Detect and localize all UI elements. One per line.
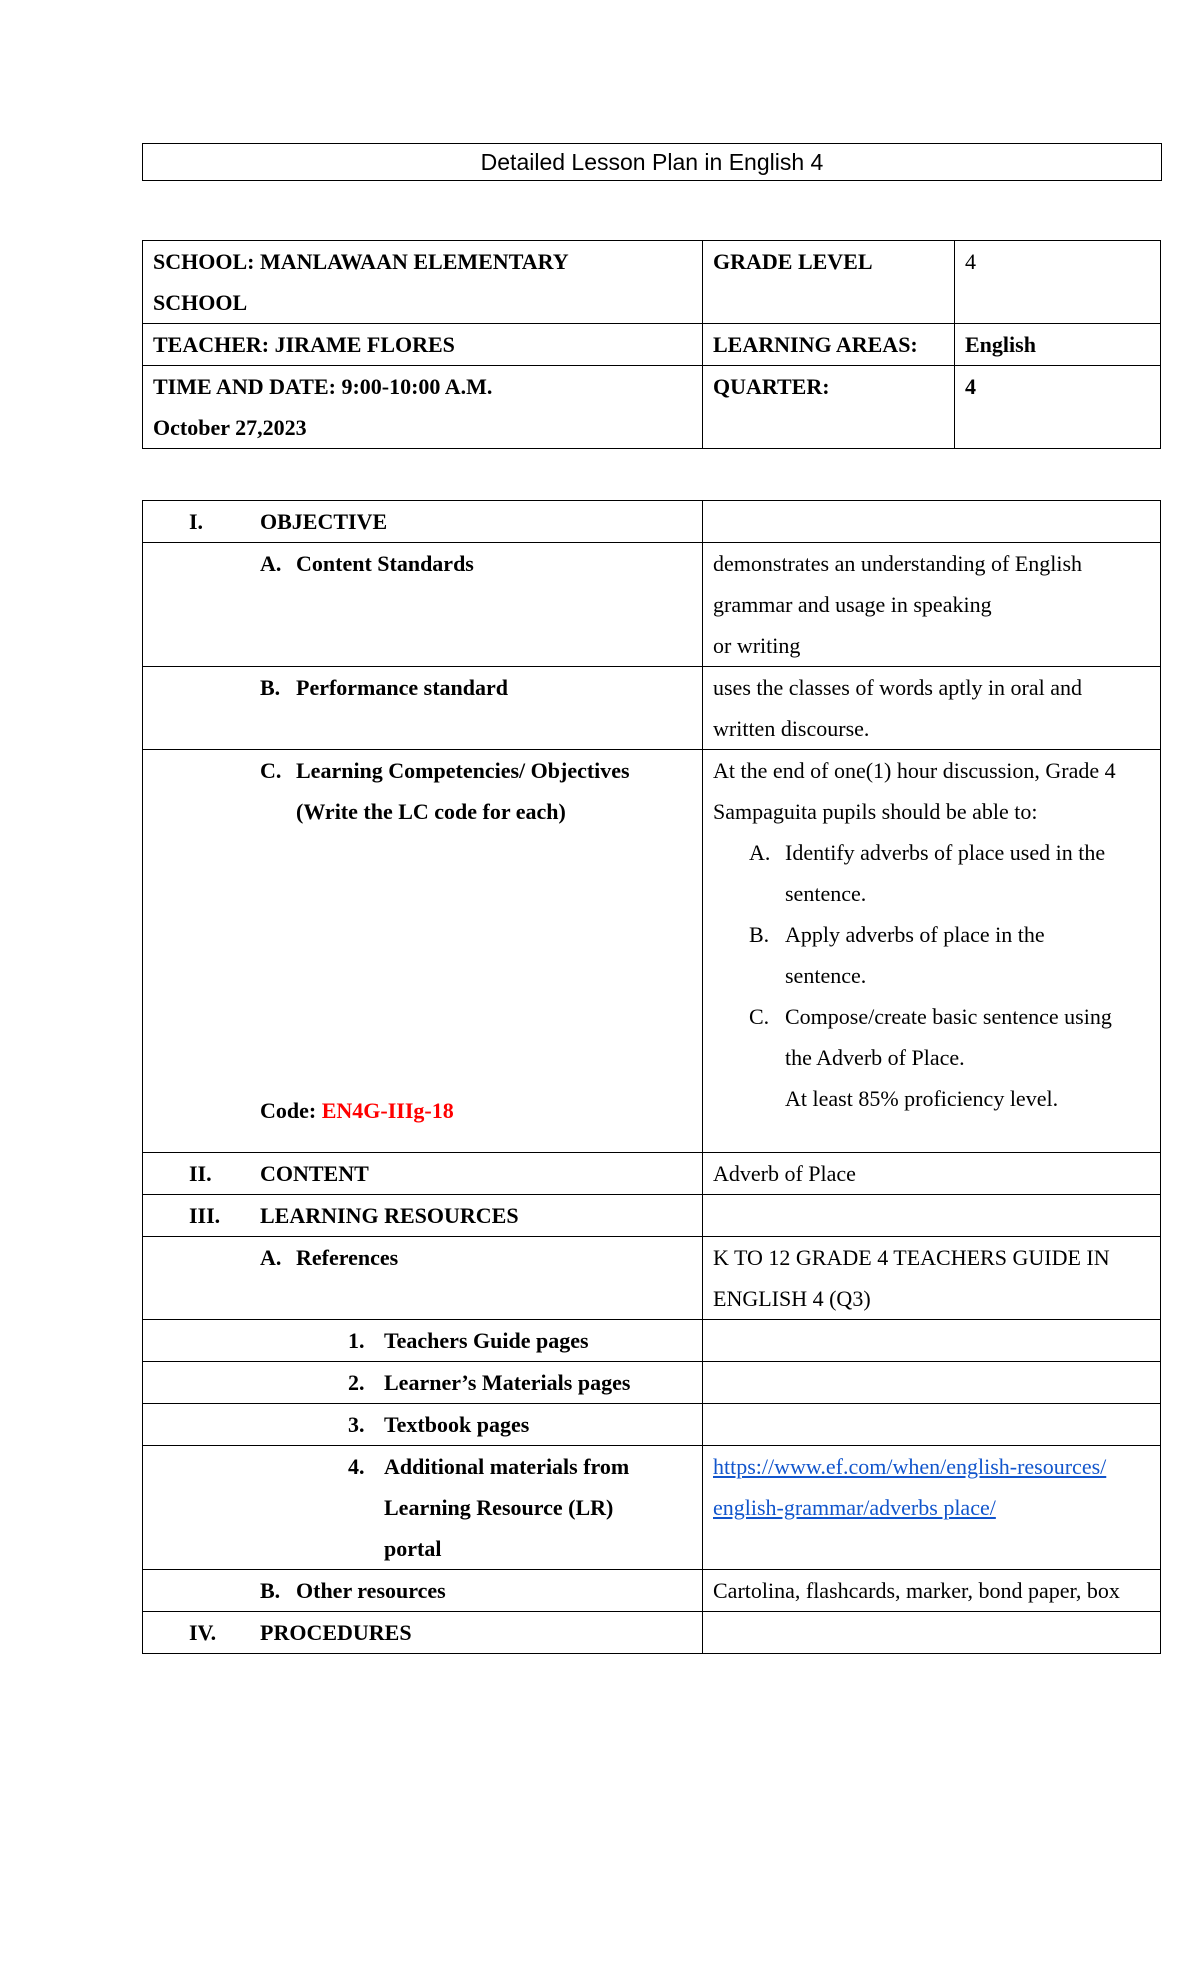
lc-objectives-list [713, 832, 1150, 1119]
refs-letter: A. [260, 1245, 282, 1270]
list-item-text: Identify adverbs of place used in the [785, 840, 1106, 865]
lc-label-note: (Write the LC code for each) [296, 799, 566, 824]
sub1-value-cell [703, 1320, 1161, 1362]
sub3-cell [143, 1404, 703, 1446]
list-item-text: Compose/create basic sentence using [785, 1004, 1112, 1029]
row-other-resources [143, 1570, 1161, 1612]
perf-std-label: Performance standard [296, 675, 509, 700]
content-num: II. [189, 1161, 212, 1186]
sub3-value-cell [703, 1404, 1161, 1446]
other-value-cell [703, 1570, 1161, 1612]
sub2-value-cell [703, 1362, 1161, 1404]
sub4-label-cont: Learning Resource (LR) [384, 1495, 614, 1520]
content-label: CONTENT [260, 1161, 369, 1186]
school-label: SCHOOL: MANLAWAAN ELEMENTARY [153, 249, 569, 274]
document-title [142, 143, 1162, 181]
lc-label: Learning Competencies/ Objectives [296, 758, 630, 783]
lc-cell [143, 750, 703, 1153]
resources-value-cell [703, 1195, 1161, 1237]
areas-value: English [965, 332, 1036, 357]
row-textbook [143, 1404, 1161, 1446]
list-item-text-cont: sentence. [785, 881, 867, 906]
row-performance-standard [143, 667, 1161, 750]
resources-cell [143, 1195, 703, 1237]
resources-label: LEARNING RESOURCES [260, 1203, 519, 1228]
sub2-cell [143, 1362, 703, 1404]
content-std-value-cell [703, 543, 1161, 667]
procedures-value-cell [703, 1612, 1161, 1654]
list-item-letter: C. [749, 1004, 770, 1029]
content-std-line: or writing [713, 633, 801, 658]
sub4-label: Additional materials from [384, 1454, 630, 1479]
row-learning-competencies [143, 750, 1161, 1153]
sub1-cell [143, 1320, 703, 1362]
other-value: Cartolina, flashcards, marker, bond paper, box [713, 1578, 1120, 1603]
other-cell [143, 1570, 703, 1612]
sub4-label-cont: portal [384, 1536, 442, 1561]
content-value: Adverb of Place [713, 1161, 856, 1186]
objective-cell [143, 501, 703, 543]
info-row-teacher [143, 324, 1161, 366]
lc-intro-line: At the end of one(1) hour discussion, Grade 4 [713, 758, 1116, 783]
refs-label: References [296, 1245, 399, 1270]
list-item [749, 832, 1150, 873]
teacher-label: TEACHER: JIRAME FLORES [153, 332, 455, 357]
date-value: October 27,2023 [153, 415, 307, 440]
grade-value: 4 [965, 249, 976, 274]
quarter-label-cell [703, 366, 955, 449]
sub4-cell [143, 1446, 703, 1570]
grade-label-cell [703, 241, 955, 324]
row-procedures [143, 1612, 1161, 1654]
row-objective [143, 501, 1161, 543]
row-learners-materials [143, 1362, 1161, 1404]
objective-num: I. [189, 509, 204, 534]
sub3-num: 3. [348, 1412, 365, 1437]
resources-num: III. [189, 1203, 221, 1228]
objective-value-cell [703, 501, 1161, 543]
lc-intro-line: Sampaguita pupils should be able to: [713, 799, 1038, 824]
sub4-value-cell [703, 1446, 1161, 1570]
sub2-num: 2. [348, 1370, 365, 1395]
row-references [143, 1237, 1161, 1320]
time-label: TIME AND DATE: 9:00-10:00 A.M. [153, 374, 493, 399]
list-item-text-cont: sentence. [785, 963, 867, 988]
list-item-letter: A. [749, 840, 771, 865]
title-text: Detailed Lesson Plan in English 4 [480, 148, 824, 175]
info-row-time [143, 366, 1161, 449]
references-value-cell [703, 1237, 1161, 1320]
content-value-cell [703, 1153, 1161, 1195]
school-cell [143, 241, 703, 324]
lc-letter: C. [260, 758, 282, 783]
grade-label: GRADE LEVEL [713, 249, 873, 274]
perf-std-line: written discourse. [713, 716, 870, 741]
lr-portal-link[interactable]: https://www.ef.com/when/english-resources/ [713, 1454, 1107, 1479]
content-std-line: grammar and usage in speaking [713, 592, 992, 617]
content-std-label: Content Standards [296, 551, 474, 576]
sub3-label: Textbook pages [384, 1412, 530, 1437]
row-learning-resources [143, 1195, 1161, 1237]
row-teachers-guide [143, 1320, 1161, 1362]
lesson-table [142, 500, 1161, 1654]
code-value: EN4G-IIIg-18 [321, 1098, 454, 1123]
sub4-num: 4. [348, 1454, 365, 1479]
quarter-value-cell [955, 366, 1161, 449]
perf-std-cell [143, 667, 703, 750]
info-row-school [143, 241, 1161, 324]
other-letter: B. [260, 1578, 281, 1603]
procedures-num: IV. [189, 1620, 217, 1645]
perf-std-line: uses the classes of words aptly in oral and [713, 675, 1083, 700]
list-item-text: Apply adverbs of place in the [785, 922, 1045, 947]
content-std-letter: A. [260, 551, 282, 576]
row-content [143, 1153, 1161, 1195]
grade-value-cell [955, 241, 1161, 324]
content-cell [143, 1153, 703, 1195]
proficiency-line: At least 85% proficiency level. [785, 1086, 1059, 1111]
info-table [142, 240, 1161, 449]
content-std-cell [143, 543, 703, 667]
time-cell [143, 366, 703, 449]
school-label-cont: SCHOOL [153, 290, 248, 315]
quarter-value: 4 [965, 374, 976, 399]
sub1-label: Teachers Guide pages [384, 1328, 589, 1353]
procedures-cell [143, 1612, 703, 1654]
row-content-standards [143, 543, 1161, 667]
quarter-label: QUARTER: [713, 374, 830, 399]
row-additional-materials [143, 1446, 1161, 1570]
list-item-text-cont: the Adverb of Place. [785, 1045, 965, 1070]
other-label: Other resources [296, 1578, 446, 1603]
areas-label: LEARNING AREAS: [713, 332, 918, 357]
perf-std-value-cell [703, 667, 1161, 750]
procedures-label: PROCEDURES [260, 1620, 412, 1645]
list-item [749, 996, 1150, 1037]
areas-value-cell [955, 324, 1161, 366]
list-item [749, 914, 1150, 955]
lr-portal-link-cont[interactable]: english-grammar/adverbs place/ [713, 1495, 996, 1520]
areas-label-cell [703, 324, 955, 366]
content-std-line: demonstrates an understanding of English [713, 551, 1083, 576]
sub1-num: 1. [348, 1328, 365, 1353]
sub2-label: Learner’s Materials pages [384, 1370, 631, 1395]
teacher-cell [143, 324, 703, 366]
lc-value-cell [703, 750, 1161, 1153]
objective-label: OBJECTIVE [260, 509, 388, 534]
list-item-letter: B. [749, 922, 770, 947]
perf-std-letter: B. [260, 675, 281, 700]
references-cell [143, 1237, 703, 1320]
refs-line: K TO 12 GRADE 4 TEACHERS GUIDE IN [713, 1245, 1110, 1270]
lc-code [260, 1090, 454, 1131]
code-label: Code: [260, 1098, 317, 1123]
refs-line: ENGLISH 4 (Q3) [713, 1286, 871, 1311]
